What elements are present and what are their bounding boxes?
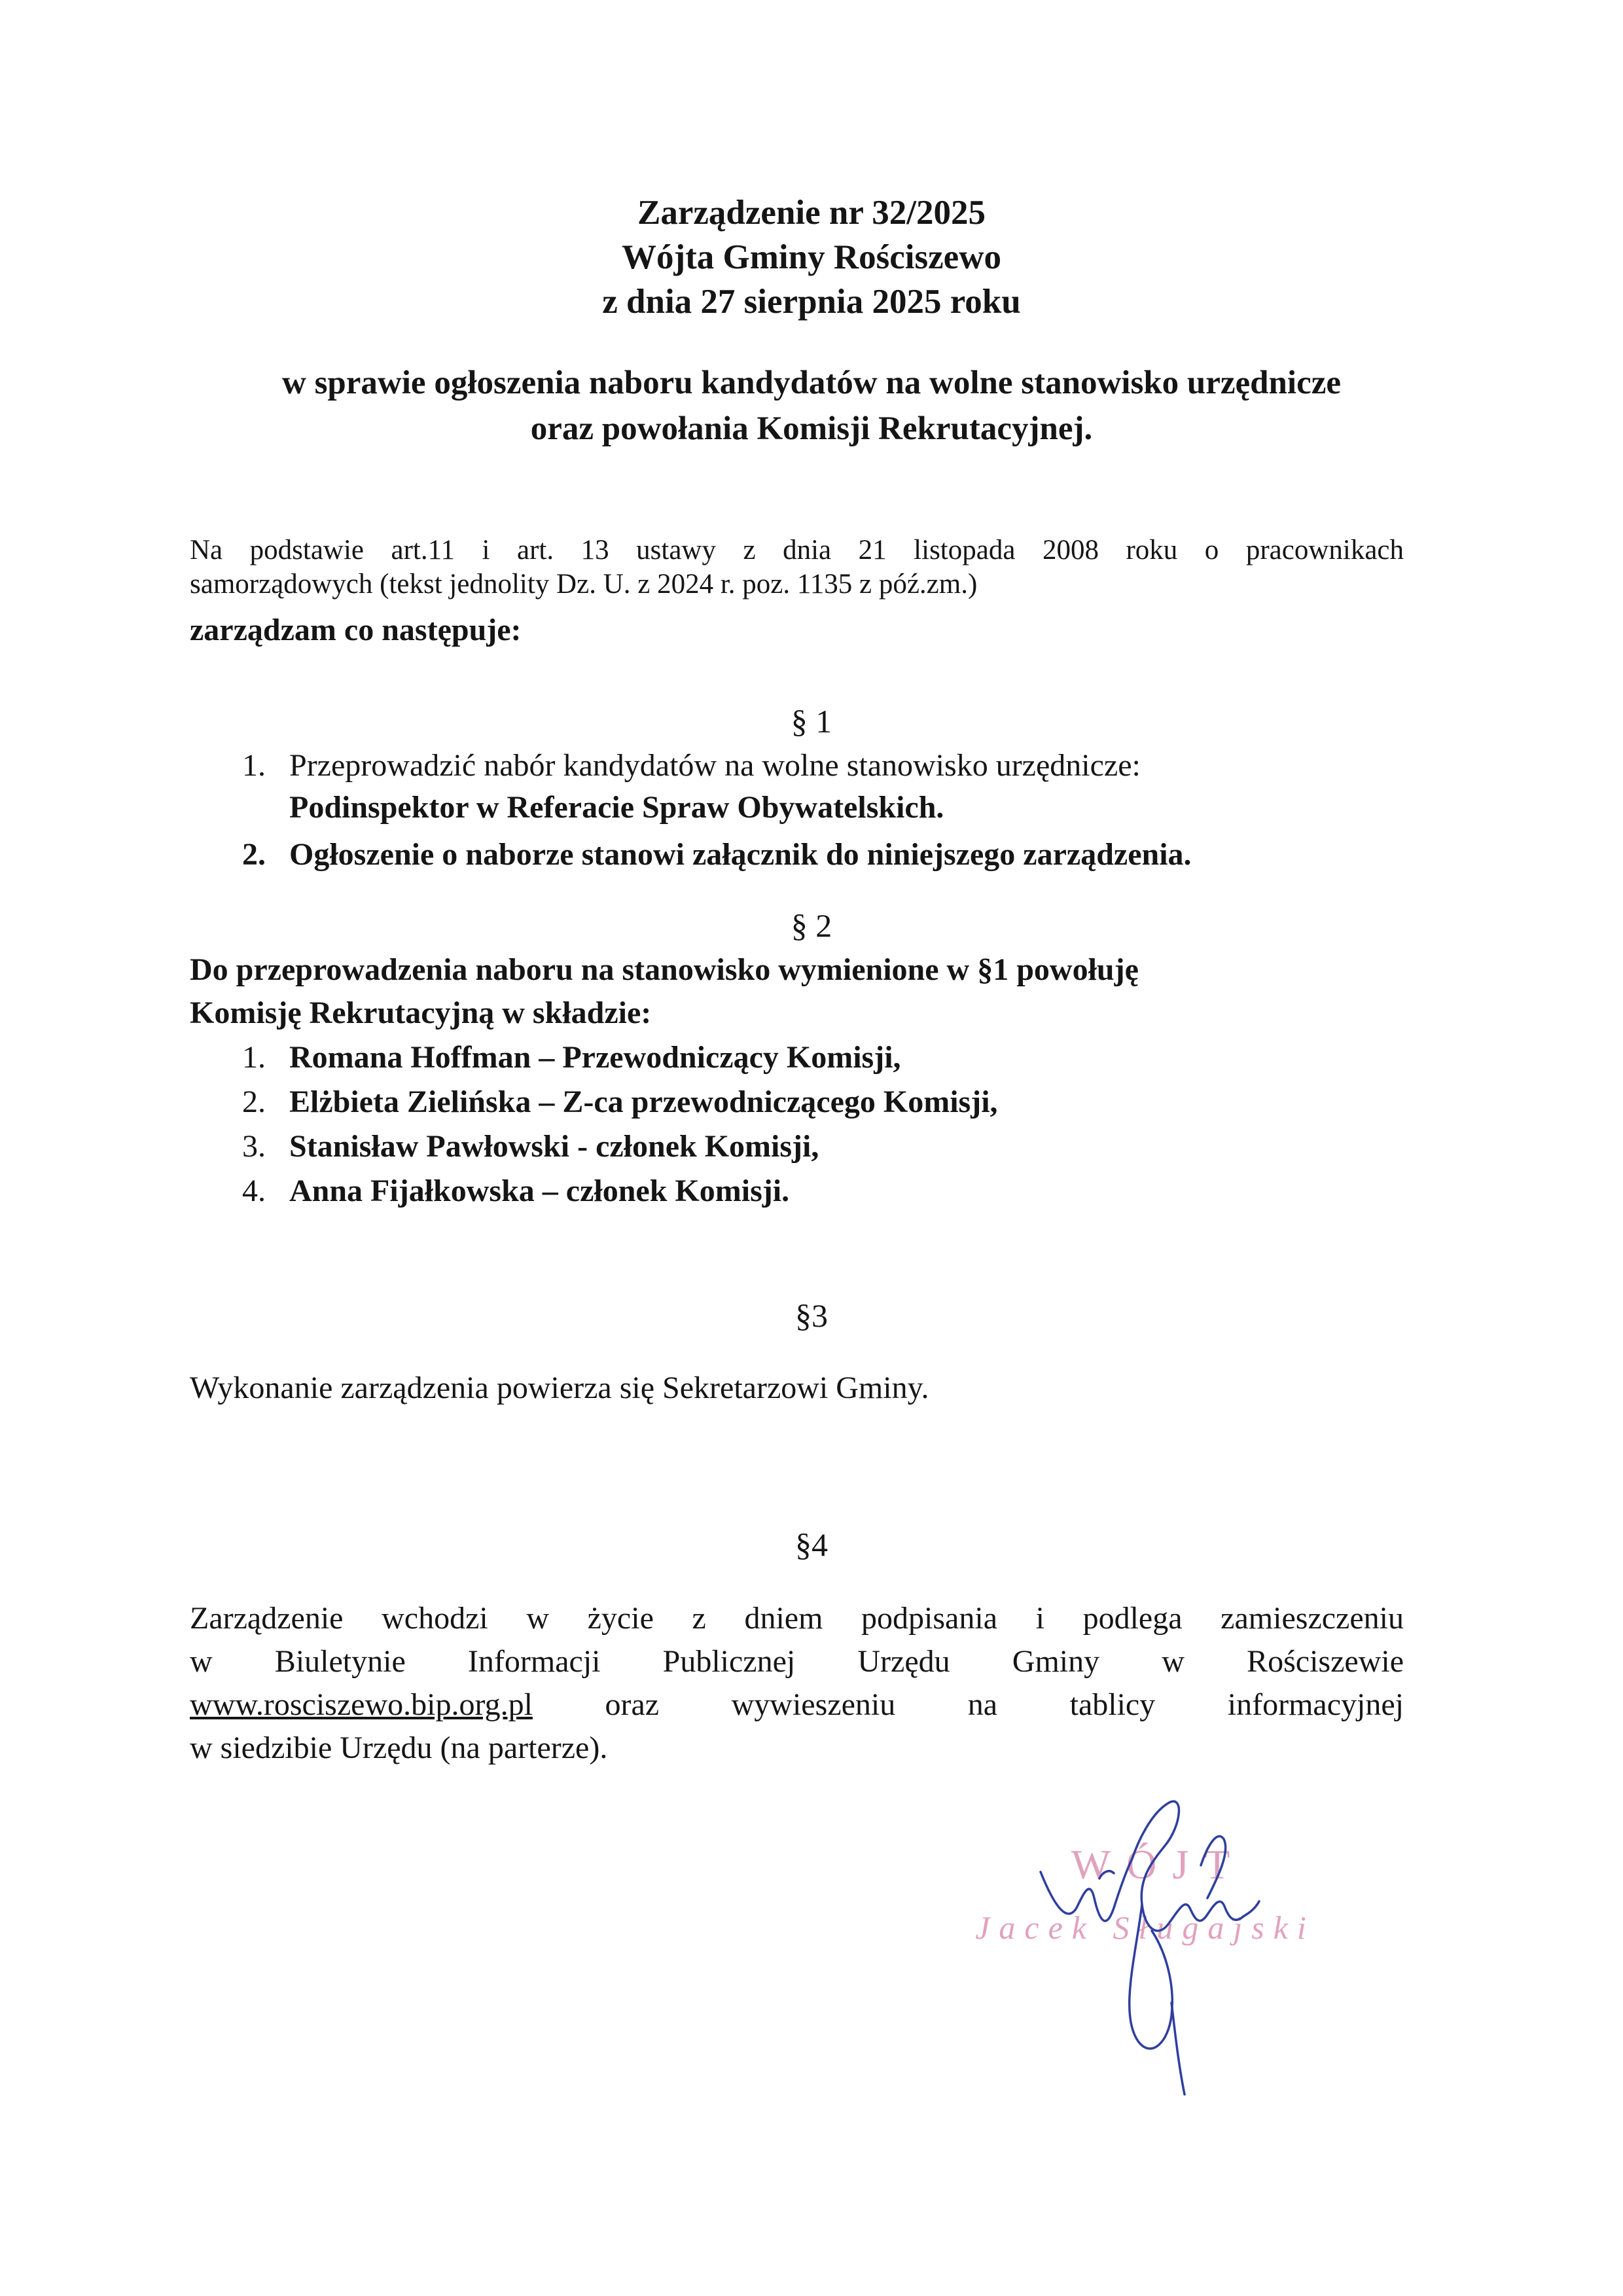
subject-line-1: w sprawie ogłoszenia naboru kandydatów na wolne stanowisko urzędnicze <box>282 365 1341 401</box>
signature-block <box>942 1767 1361 2108</box>
section-4-line-2: w Biuletynie Informacji Publicznej Urzędu Gminy w Rościszewie <box>190 1644 1404 1679</box>
item-number: 2. <box>242 1085 266 1119</box>
section-4-line-3-rest: oraz wywieszeniu na tablicy informacyjnej <box>605 1687 1404 1722</box>
legal-basis-line-2: samorządowych (tekst jednolity Dz. U. z 2024 r. poz. 1135 z póź.zm.) <box>190 569 978 600</box>
section-4-text <box>190 1597 1404 1770</box>
section-4-line-1: Zarządzenie wchodzi w życie z dniem podpisania i podlega zamieszczeniu <box>190 1601 1404 1636</box>
section-1-mark: § 1 <box>791 703 832 740</box>
committee-member <box>242 1037 901 1079</box>
item-number: 3. <box>242 1129 266 1164</box>
stamp-title: WÓJT <box>1071 1841 1246 1888</box>
item-number: 1. <box>242 1040 266 1075</box>
section-1-item-1 <box>242 745 1141 787</box>
legal-basis-line-1: Na podstawie art.11 i art. 13 ustawy z dnia 21 listopada 2008 roku o pracownikach <box>190 535 1404 565</box>
section-4-line-4: w siedzibie Urzędu (na parterze). <box>190 1731 608 1765</box>
committee-member <box>242 1081 998 1123</box>
subject-line-2: oraz powołania Komisji Rekrutacyjnej. <box>530 410 1093 447</box>
stamp-and-signature <box>942 1767 1361 2108</box>
section-4-mark: §4 <box>795 1526 828 1563</box>
member-text: Anna Fijałkowska – członek Komisji. <box>289 1174 790 1208</box>
section-2-intro-line-2: Komisję Rekrutacyjną w składzie: <box>190 996 652 1030</box>
legal-basis <box>190 533 1404 601</box>
stamp-name: Jacek Sługajski <box>975 1909 1315 1946</box>
position-name: Podinspektor w Referacie Spraw Obywatelskich. <box>289 790 944 825</box>
decree-title: Zarządzenie nr 32/2025 <box>637 194 986 232</box>
bip-link[interactable]: www.rosciszewo.bip.org.pl <box>190 1687 533 1722</box>
item-number: 1. <box>242 748 266 783</box>
decree-statement: zarządzam co następuje: <box>190 613 522 647</box>
committee-member <box>242 1126 819 1168</box>
decree-date: z dnia 27 sierpnia 2025 roku <box>602 283 1021 321</box>
section-1-item-2 <box>242 834 1192 876</box>
section-3-mark: §3 <box>795 1297 828 1334</box>
member-text: Stanisław Pawłowski - członek Komisji, <box>289 1129 819 1164</box>
item-number: 4. <box>242 1174 266 1208</box>
section-3-text: Wykonanie zarządzenia powierza się Sekretarzowi Gminy. <box>190 1371 929 1405</box>
section-2-mark: § 2 <box>791 907 832 944</box>
section-4-line-3 <box>190 1683 1404 1727</box>
committee-member <box>242 1170 789 1212</box>
member-text: Elżbieta Zielińska – Z-ca przewodniczącego Komisji, <box>289 1085 998 1119</box>
item-text: Ogłoszenie o naborze stanowi załącznik do niniejszego zarządzenia. <box>289 837 1192 872</box>
section-2-intro-line-1: Do przeprowadzenia naboru na stanowisko wymienione w §1 powołuję <box>190 952 1139 987</box>
item-number: 2. <box>242 837 266 872</box>
item-text: Przeprowadzić nabór kandydatów na wolne stanowisko urzędnicze: <box>289 748 1141 783</box>
member-text: Romana Hoffman – Przewodniczący Komisji, <box>289 1040 901 1075</box>
decree-issuer: Wójta Gminy Rościszewo <box>622 238 1001 276</box>
